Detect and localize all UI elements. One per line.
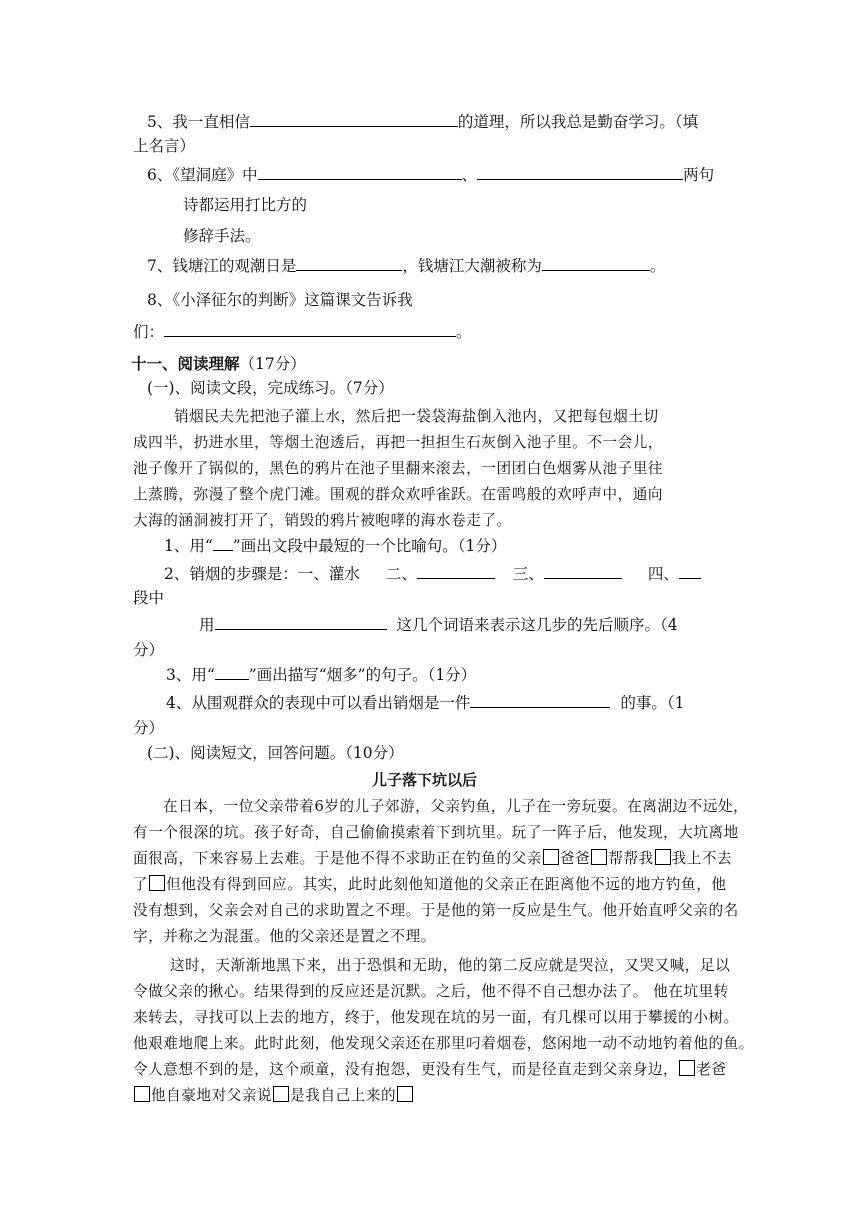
passage-line: 上蒸腾，弥漫了整个虎门滩。围观的群众欢呼雀跃。在雷鸣般的欢呼声中，通向 xyxy=(133,486,664,503)
story-line: 在日本，一位父亲带着6岁的儿子郊游，父亲钓鱼，儿子在一旁玩耍。在离湖边不远处， xyxy=(163,798,749,815)
story-text: 面很高，下来容易上去难。于是他不得不求助正在钓鱼的父亲 xyxy=(133,850,542,867)
punctuation-box[interactable] xyxy=(591,849,607,865)
question-8-cont xyxy=(133,320,472,343)
part1-q2-score: 分） xyxy=(133,641,165,659)
story-line: 字，并称之为混蛋。他的父亲还是置之不理。 xyxy=(133,928,436,945)
q7-suffix: 。 xyxy=(649,257,666,275)
answer-blank[interactable] xyxy=(679,562,701,579)
story-text: 老爸 xyxy=(696,1061,727,1078)
underline-sample xyxy=(215,665,249,680)
q3-suffix: ”画出描写“烟多”的句子。（1分） xyxy=(248,666,477,684)
underline-sample xyxy=(213,536,233,551)
part1-q4-score: 分） xyxy=(133,719,165,737)
story-text: 爸爸 xyxy=(559,850,591,867)
answer-blank[interactable] xyxy=(544,562,622,579)
story-line xyxy=(133,1059,726,1081)
q2-step1: 2、销烟的步骤是：一、灌水 xyxy=(164,565,360,583)
q6-separator: 、 xyxy=(461,166,478,184)
answer-blank[interactable] xyxy=(296,254,402,271)
story-text: 但他没有得到回应。其实，此时此刻他知道他的父亲正在距离他不远的地方钓鱼，他 xyxy=(166,876,727,893)
q7-middle: ，钱塘江大潮被称为 xyxy=(402,257,542,275)
story-text: 他自豪地对父亲说 xyxy=(151,1087,273,1104)
part1-q2-cont: 段中 xyxy=(133,589,165,607)
story-line: 这时，天渐渐地黑下来，出于恐惧和无助，他的第二反应就是哭泣，又哭又喊，足以 xyxy=(170,957,731,974)
answer-blank[interactable] xyxy=(215,613,387,630)
passage-line: 成四半，扔进水里，等烟土泡透后，再把一担担生石灰倒入池子里。不一会儿， xyxy=(133,434,664,451)
answer-blank[interactable] xyxy=(164,320,456,337)
punctuation-box[interactable] xyxy=(149,875,165,891)
part1-q4 xyxy=(166,691,685,714)
story-text: 我上不去 xyxy=(671,850,733,867)
section-score: （17分） xyxy=(239,355,306,373)
part1-q3 xyxy=(166,664,476,686)
story-line: 来转去，寻找可以上去的地方，终于，他发现在坑的另一面，有几棵可以用于攀援的小树。 xyxy=(133,1009,739,1026)
q8-prefix: 们： xyxy=(133,323,165,341)
punctuation-box[interactable] xyxy=(134,1086,150,1102)
punctuation-box[interactable] xyxy=(397,1086,413,1102)
part1-q1 xyxy=(164,535,506,557)
q5-prefix: 5、我一直相信 xyxy=(147,113,250,131)
story-text: 令人意想不到的是，这个顽童，没有抱怨，更没有生气，而是径直走到父亲身边， xyxy=(133,1061,679,1078)
answer-blank[interactable] xyxy=(477,163,683,180)
q3-prefix: 3、用“ xyxy=(166,666,215,684)
story-line xyxy=(133,1085,414,1107)
q7-prefix: 7、钱塘江的观潮日是 xyxy=(147,257,297,275)
passage-line: 大海的涵洞被打开了，销毁的鸦片被咆哮的海水卷走了。 xyxy=(133,512,512,529)
story-text: 帮帮我 xyxy=(608,850,654,867)
answer-blank[interactable] xyxy=(250,110,458,127)
q1-suffix: ”画出文段中最短的一个比喻句。（1分） xyxy=(232,537,507,555)
answer-blank[interactable] xyxy=(470,691,610,708)
passage-line: 销烟民夫先把池子灌上水，然后把一袋袋海盐倒入池内，又把每包烟土切 xyxy=(174,408,659,425)
q6-suffix: 两句 xyxy=(683,166,715,184)
q2-step3: 三、 xyxy=(512,565,544,583)
story-line: 他艰难地爬上来。此时此刻，他发现父亲还在那里叼着烟卷，悠闲地一动不动地钓着他的鱼。 xyxy=(133,1035,754,1052)
question-6-cont1: 诗都运用打比方的 xyxy=(183,196,308,214)
q5-suffix: 的道理，所以我总是勤奋学习。（填 xyxy=(457,113,699,131)
story-line: 令做父亲的揪心。结果得到的反应还是沉默。之后，他不得不自己想办法了。 他在坑里转 xyxy=(133,983,729,1000)
punctuation-box[interactable] xyxy=(655,849,671,865)
punctuation-box[interactable] xyxy=(679,1060,695,1076)
part1-q2-cont2 xyxy=(199,613,678,636)
answer-blank[interactable] xyxy=(542,254,650,271)
q2-step2: 二、 xyxy=(385,565,417,583)
passage-line: 池子像开了锅似的，黑色的鸦片在池子里翻来滚去，一团团白色烟雾从池子里往 xyxy=(133,460,664,477)
q2-use: 用 xyxy=(199,616,215,634)
section-heading xyxy=(131,353,306,375)
story-title: 儿子落下坑以后 xyxy=(372,771,478,789)
story-line: 没有想到，父亲会对自己的求助置之不理。于是他的第一反应是生气。他开始直呼父亲的名 xyxy=(133,902,739,919)
story-text: 了 xyxy=(133,876,149,893)
question-6 xyxy=(147,163,714,186)
story-line xyxy=(133,848,732,870)
q4-prefix: 4、从围观群众的表现中可以看出销烟是一件 xyxy=(166,694,471,712)
story-line xyxy=(133,874,726,896)
punctuation-box[interactable] xyxy=(543,849,559,865)
punctuation-box[interactable] xyxy=(273,1086,289,1102)
q6-prefix: 6、《望洞庭》中 xyxy=(147,166,258,184)
answer-blank[interactable] xyxy=(417,562,495,579)
q1-prefix: 1、用“ xyxy=(164,537,213,555)
section-number: 十一、 xyxy=(131,354,178,373)
q2-tail: 这几个词语来表示这几步的先后顺序。（4 xyxy=(396,616,678,634)
answer-blank[interactable] xyxy=(258,163,462,180)
question-5 xyxy=(147,110,698,133)
part2-title: (二)、阅读短文，回答问题。（10分） xyxy=(147,744,404,762)
question-6-cont2: 修辞手法。 xyxy=(183,227,261,245)
question-7 xyxy=(147,254,665,277)
story-line: 有一个很深的坑。孩子好奇，自己偷偷摸索着下到坑里。玩了一阵子后，他发现，大坑离地 xyxy=(133,824,739,841)
q2-step4: 四、 xyxy=(647,565,679,583)
question-5-cont: 上名言） xyxy=(133,137,196,155)
story-text: 是我自己上来的 xyxy=(290,1087,397,1104)
q8-suffix: 。 xyxy=(456,323,472,341)
part1-title: (一)、阅读文段，完成练习。（7分） xyxy=(147,379,394,397)
part1-q2 xyxy=(164,562,701,585)
q4-suffix: 的事。（1 xyxy=(620,694,685,712)
question-8: 8、《小泽征尔的判断》这篇课文告诉我 xyxy=(147,291,413,309)
section-title: 阅读理解 xyxy=(177,354,240,373)
